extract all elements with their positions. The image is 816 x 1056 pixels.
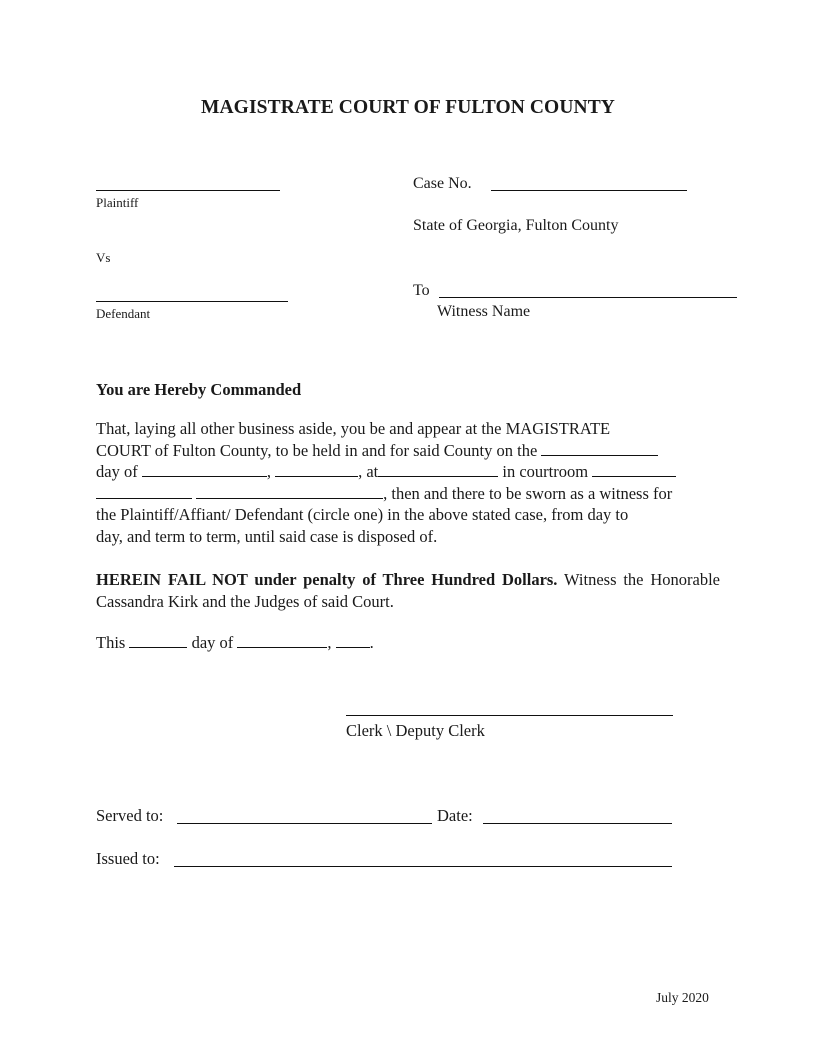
command-line-6: day, and term to term, until said case is disposed of. [96,526,438,546]
herein-paragraph [96,569,720,612]
case-no-label: Case No. [413,175,472,192]
service-date-field[interactable] [483,823,672,824]
defendant-label: Defendant [96,306,151,321]
command-line-5: the Plaintiff/Affiant/ Defendant (circle one) in the above stated case, from day to [96,505,629,524]
clerk-signature-field[interactable] [346,715,673,716]
courtroom-label: in courtroom [502,462,589,481]
command-line-2 [96,440,720,462]
vs-label: Vs [96,250,111,265]
appear-month-field[interactable] [142,464,267,477]
witness-name-label: Witness Name [437,303,531,320]
issued-to-field[interactable] [174,866,672,867]
command-line-4 [96,483,720,505]
to-label: To [413,282,430,299]
command-line-2-text: COURT of Fulton County, to be held in and for said County on the [96,440,538,460]
courtroom-field[interactable] [592,464,676,477]
herein-bold: HEREIN FAIL NOT under penalty of Three Hundred Dollars. [96,570,558,589]
command-line-1: That, laying all other business aside, you be and appear at the MAGISTRATE [96,419,611,438]
revision-date: July 2020 [656,990,709,1005]
plaintiff-label: Plaintiff [96,195,139,210]
served-to-label: Served to: [96,806,164,825]
case-no-field[interactable] [491,190,687,191]
date-line [96,633,374,653]
courtroom-field-2[interactable] [96,486,192,499]
command-heading: You are Hereby Commanded [96,380,302,399]
service-date-label: Date: [437,806,473,825]
page-title: MAGISTRATE COURT OF FULTON COUNTY [201,97,615,118]
issue-month-field[interactable] [237,635,327,648]
issue-year-field[interactable] [336,635,370,648]
comma-1: , [266,462,271,481]
this-label: This [96,633,126,652]
at-label: , at [358,462,379,481]
herein-rest: Witness the Honorable Cassandra Kirk and the Judges of said Court. [96,570,720,611]
day-of-label: day of [96,462,138,481]
clerk-label: Clerk \ Deputy Clerk [346,721,485,740]
served-to-field[interactable] [177,823,432,824]
command-line-4-text: , then and there to be sworn as a witness for [383,483,673,503]
appear-year-field[interactable] [275,464,358,477]
plaintiff-field[interactable] [96,190,280,191]
command-paragraph [96,418,720,547]
issued-to-label: Issued to: [96,849,160,868]
witness-name-field[interactable] [439,297,737,298]
defendant-field[interactable] [96,301,288,302]
command-line-3 [96,461,720,483]
appear-time-field[interactable] [378,464,498,477]
date-period: . [369,633,374,652]
date-day-of-label: day of [191,633,234,652]
appear-day-field[interactable] [541,443,658,456]
location-field[interactable] [196,486,383,499]
state-line: State of Georgia, Fulton County [413,217,619,234]
date-comma: , [327,633,332,652]
issue-day-field[interactable] [129,635,187,648]
